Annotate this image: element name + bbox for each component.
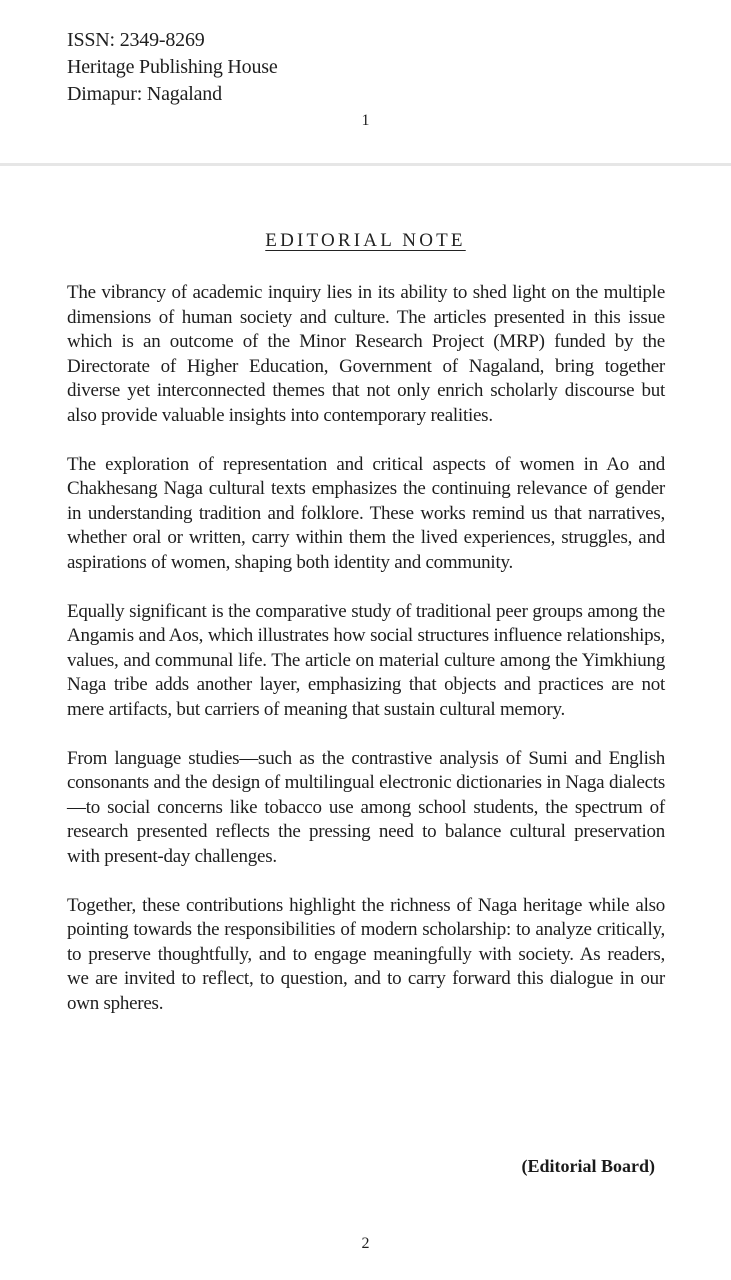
paragraph-2: The exploration of representation and critical aspects of women in Ao and Chakhesang Naga cultural texts emphasizes the continuing relevance of gender in understanding tradition and folklore. These works remind us that narratives, whether oral or written, carry within them the lived experiences, struggles, and aspirations of women, shaping both identity and community. xyxy=(67,453,665,573)
publication-header xyxy=(67,27,278,108)
location-line: Dimapur: Nagaland xyxy=(67,83,222,105)
page-number-1: 1 xyxy=(361,112,370,129)
page-1 xyxy=(0,0,731,164)
editorial-body xyxy=(67,281,665,1041)
paragraph-3: Equally significant is the comparative study of traditional peer groups among the Angamis and Aos, which illustrates how social structures influence relationships, values, and communal life. The article on material culture among the Yimkhiung Naga tribe adds another layer, emphasizing that objects and practices are not mere artifacts, but carriers of meaning that sustain cultural memory. xyxy=(67,600,665,720)
paragraph-4: From language studies—such as the contrastive analysis of Sumi and English consonants and the design of multilingual electronic dictionaries in Naga dialects—to social concerns like tobacco use among school students, the spectrum of research presented reflects the pressing need to balance cultural preservation with present-day challenges. xyxy=(67,747,665,867)
editorial-note-title: EDITORIAL NOTE xyxy=(265,230,466,251)
page-2 xyxy=(0,166,731,1280)
signature: (Editorial Board) xyxy=(521,1156,655,1176)
paragraph-5: Together, these contributions highlight the richness of Naga heritage while also pointing towards the responsibilities of modern scholarship: to analyze critically, to preserve thoughtfully, and to engage meaningfully with society. As readers, we are invited to reflect, to question, and to carry forward this dialogue in our own spheres. xyxy=(67,894,665,1014)
publisher-line: Heritage Publishing House xyxy=(67,56,278,78)
page-number-2: 2 xyxy=(361,1235,370,1252)
issn-line: ISSN: 2349-8269 xyxy=(67,29,205,51)
paragraph-1: The vibrancy of academic inquiry lies in its ability to shed light on the multiple dimensions of human society and culture. The articles presented in this issue which is an outcome of the Minor Research Project (MRP) funded by the Directorate of Higher Education, Government of Nagaland, bring together diverse yet interconnected themes that not only enrich scholarly discourse but also provide valuable insights into contemporary realities. xyxy=(67,282,665,426)
title-container xyxy=(0,230,731,252)
